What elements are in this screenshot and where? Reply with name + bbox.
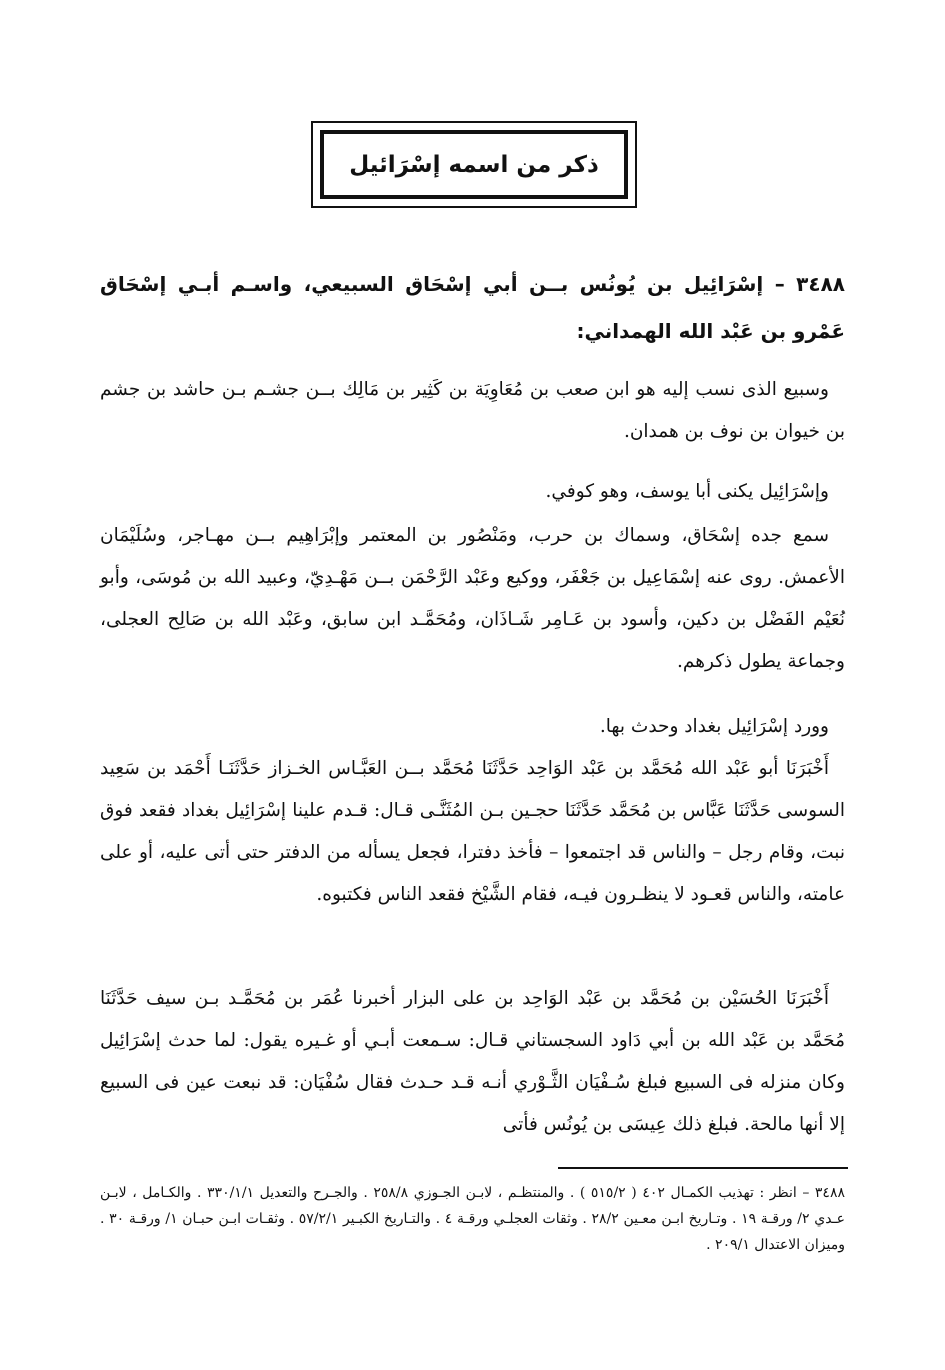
paragraph-kunya: وإسْرَائِيل يكنى أبا يوسف، وهو كوفي. <box>545 481 829 502</box>
paragraph-teachers-students: سمع جده إسْحَاق، وسماك بن حرب، ومَنْصُور بن المعتمر وإبْرَاهِيم بــن مهـاجر، وسُلَيْمَان الأعمش. روى عنه إسْمَاعِيل بن جَعْفَر، ووكيع وعَبْد الرَّحْمَن بــن مَهْـدِيّ، وعبيد الله بن مُوسَى، وأبو نُعَيْم الفَضْل بن دكين، وأسود بن عَـامِر شَـاذَان، ومُحَمَّـد ابن سابق، وعَبْد الله بن صَالِح العجلى، وجماعة يطول ذكرهم. <box>100 525 845 672</box>
section-title-inner-frame <box>320 130 628 199</box>
paragraph-narration-1: أَخْبَرَنَا أبو عَبْد الله مُحَمَّد بن عَبْد الوَاحِد حَدَّثَنَا مُحَمَّد بــن العَبَّـاس الخـزاز حَدَّثَنَـا أَحْمَد بن سَعِيد السوسى حَدَّثَنَا عَبَّاس بن مُحَمَّد حَدَّثَنَا حجـين بـن المُثَنَّـى قـال: قـدم علينا إسْرَائِيل بغداد فقعد فوق نبت، وقام رجل – والناس قد اجتمعوا – فأخذ دفترا، فجعل يسأله من الدفتر حتى أتى عليه، أو على عامته، والناس قعـود لا ينظـرون فيـه، فقام الشَّيْخ فقعد الناس فكتبوه. <box>100 758 845 905</box>
footnote-separator <box>558 1167 848 1169</box>
entry-heading: ٣٤٨٨ – إسْرَائِيل بن يُونُس بــن أبي إسْحَاق السبيعي، واسـم أبـي إسْحَاق عَمْرو بن عَبْد الله الهمداني: <box>100 272 845 343</box>
paragraph-baghdad: وورد إسْرَائِيل بغداد وحدث بها. <box>599 716 829 737</box>
paragraph-genealogy: وسبيع الذى نسب إليه هو ابن صعب بن مُعَاوِيَة بن كَثِير بن مَالِك بــن جشـم بـن حاشد بن جشم بن خيوان بن نوف بن همدان. <box>100 379 845 442</box>
section-title-box <box>311 121 637 208</box>
footnote: ٣٤٨٨ – انظر : تهذيب الكمـال ٤٠٢ ( ٥١٥/٢ ) . والمنتظـم ، لابـن الجـوزي ٢٥٨/٨ . والجـرح والتعديل ٣٣٠/١/١ . والكـامل ، لابـن عـدي ٢/ ورقـة ١٩ . وتـاريخ ابـن معـين ٢٨/٢ . وثقات العجلـي ورقـة ٤ . والتـاريخ الكبـير ٥٧/٢/١ . وثقـات ابـن حبـان ١/ ورقـة ٣٠ . وميزان الاعتدال ٢٠٩/١ . <box>100 1185 845 1253</box>
paragraph-narration-2: أَخْبَرَنَا الحُسَيْن بن مُحَمَّد بن عَبْد الوَاحِد بن على البزار أخبرنا عُمَر بن مُحَمَّـد بـن سيف حَدَّثَنَا مُحَمَّد بن عَبْد الله بن أبي دَاود السجستاني قـال: سـمعت أبـي أو غـيره يقول: لما حدث إسْرَائِيل وكان منزله فى السبيع فبلغ سُـفْيَان الثَّـوْري أنـه قـد حـدث فقال سُفْيَان: قد نبعت عين فى السبيع إلا أنها مالحة. فبلغ ذلك عِيسَى بن يُونُس فأتى <box>100 988 845 1135</box>
section-title: ذكر من اسمه إسْرَائيل <box>349 151 599 178</box>
